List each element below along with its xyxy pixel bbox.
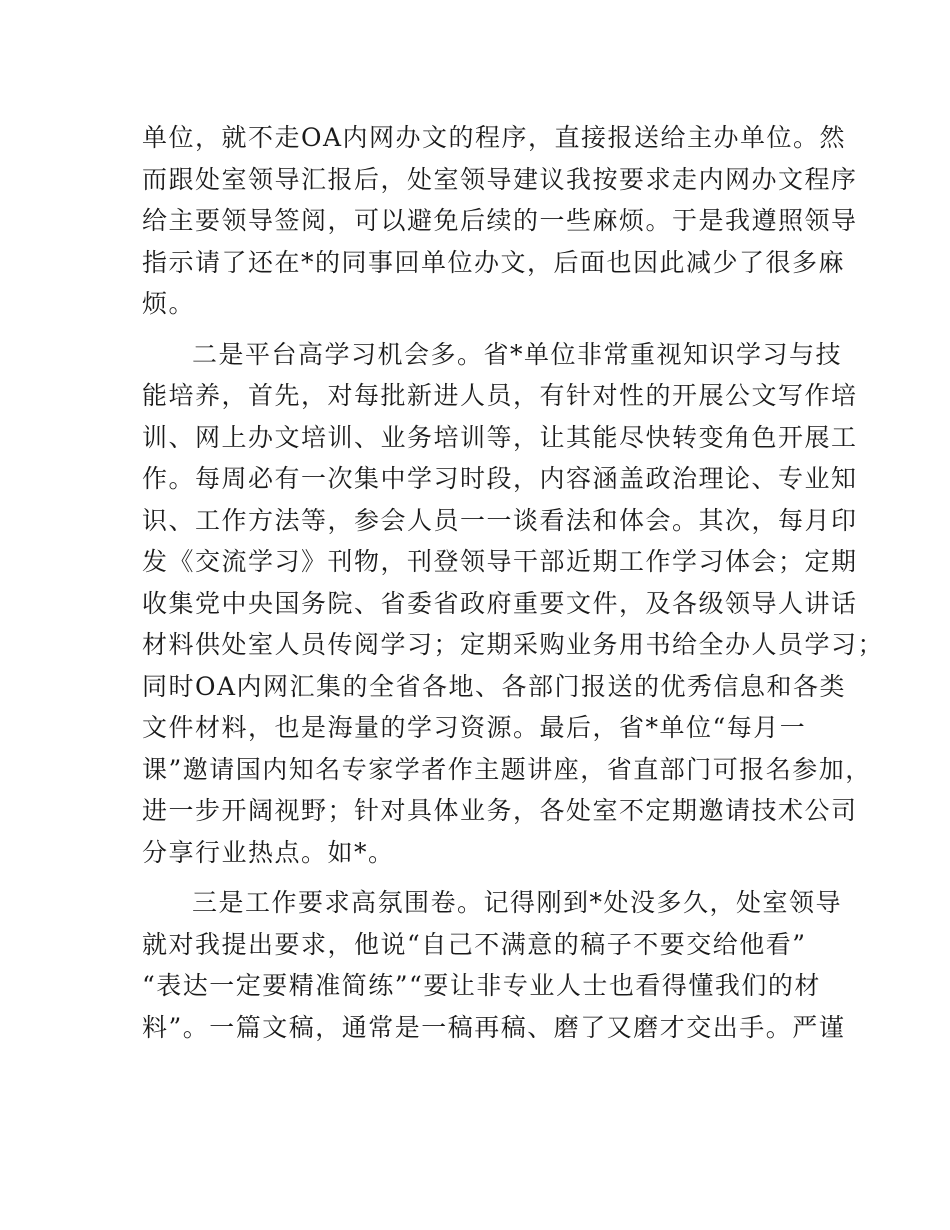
- text-line: 训、网上办文培训、业务培训等，让其能尽快转变角色开展工: [142, 422, 858, 452]
- paragraph-gap: [142, 873, 842, 882]
- text-line: 分享行业热点。如*。: [142, 837, 395, 867]
- text-line: 同时OA内网汇集的全省各地、各部门报送的优秀信息和各类: [142, 671, 847, 701]
- text-line: 作。每周必有一次集中学习时段，内容涵盖政治理论、专业知: [142, 464, 858, 493]
- text-line: 能培养，首先，对每批新进人员，有针对性的开展公文写作培: [142, 381, 858, 410]
- text-line: 文件材料，也是海量的学习资源。最后，省*单位“每月一: [142, 713, 807, 742]
- text-line: 三是工作要求高氛围卷。记得刚到*处没多久，处室领导: [192, 888, 843, 917]
- text-line: 指示请了还在*的同事回单位办文，后面也因此减少了很多麻: [142, 247, 846, 277]
- text-line: 给主要领导签阅，可以避免后续的一些麻烦。于是我遵照领导: [142, 206, 858, 235]
- text-line: 单位，就不走OA内网办文的程序，直接报送给主办单位。然: [142, 123, 847, 152]
- text-line: 料”。一篇文稿，通常是一稿再稿、磨了又磨才交出手。严谨: [142, 1012, 846, 1042]
- text-line: 二是平台高学习机会多。省*单位非常重视知识学习与技: [192, 339, 843, 369]
- text-line: 就对我提出要求，他说“自己不满意的稿子不要交给他看”: [142, 929, 807, 959]
- text-line: 课”邀请国内知名专家学者作主题讲座，省直部门可报名参加，: [142, 754, 872, 784]
- text-line: 发《交流学习》刊物，刊登领导干部近期工作学习体会；定期: [142, 547, 858, 576]
- text-line: 收集党中央国务院、省委省政府重要文件，及各级领导人讲话: [142, 588, 858, 618]
- paragraph-gap: [142, 325, 842, 334]
- paragraph-3: [142, 882, 846, 1048]
- paragraph-1: [142, 117, 858, 325]
- text-line: 烦。: [142, 289, 196, 318]
- text-line: “表达一定要精准简练”“要让非专业人士也看得懂我们的材: [142, 971, 821, 1000]
- text-line: 而跟处室领导汇报后，处室领导建议我按要求走内网办文程序: [142, 164, 858, 194]
- paragraph-2: [142, 334, 885, 874]
- document-body: [142, 117, 885, 1048]
- text-line: 识、工作方法等，参会人员一一谈看法和体会。其次，每月印: [142, 505, 858, 535]
- text-line: 进一步开阔视野；针对具体业务，各处室不定期邀请技术公司: [142, 796, 858, 825]
- text-line: 材料供处室人员传阅学习；定期采购业务用书给全办人员学习；: [142, 630, 885, 659]
